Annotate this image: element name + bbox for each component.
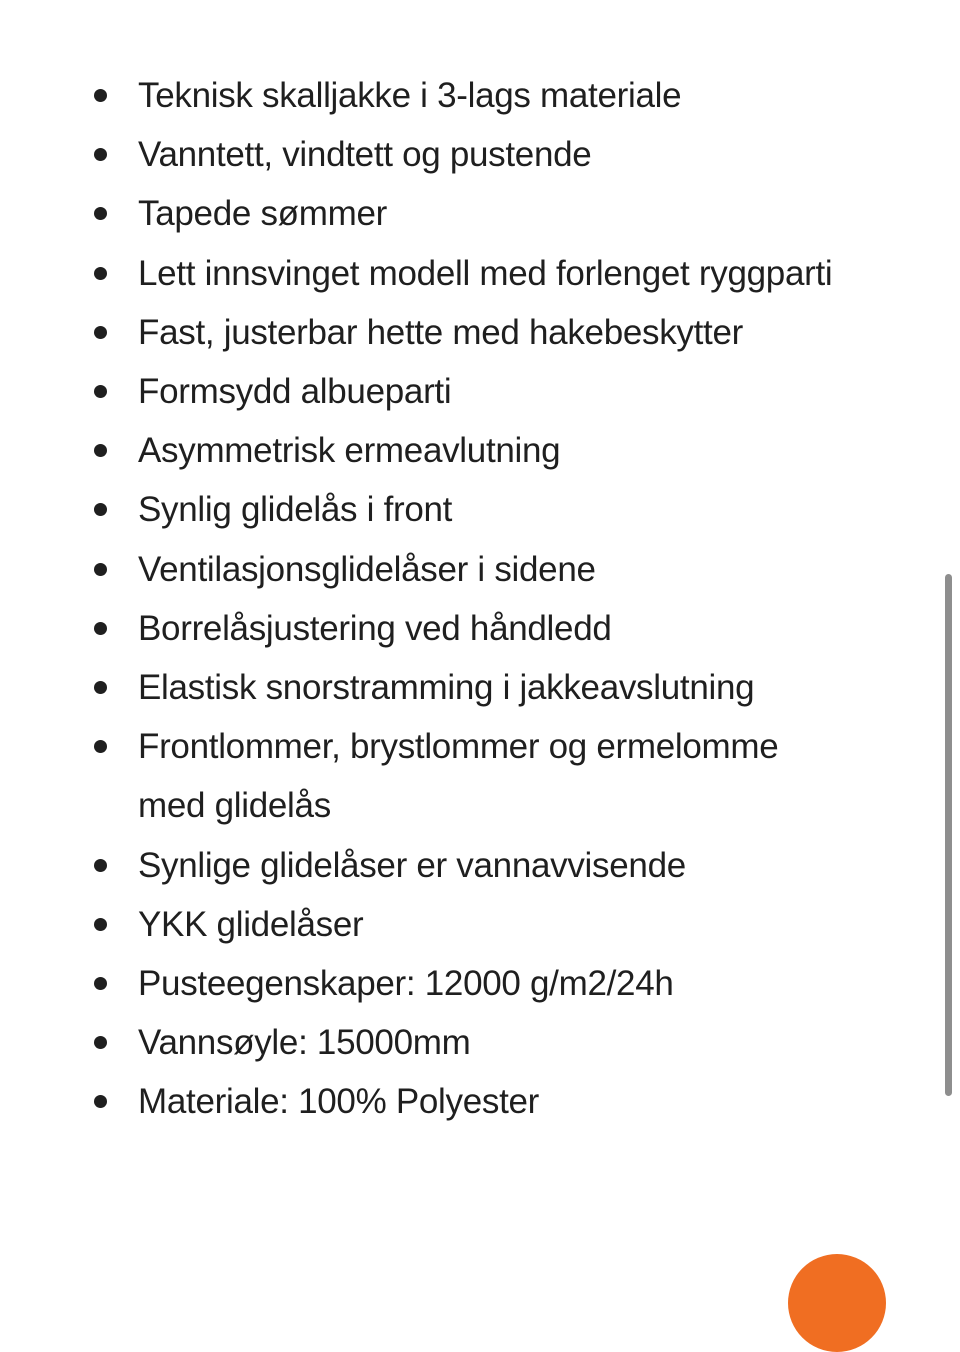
feature-text: Teknisk skalljakke i 3-lags materiale: [138, 76, 682, 115]
bullet-icon: [94, 563, 107, 576]
bullet-icon: [94, 503, 107, 516]
bullet-icon: [94, 977, 107, 990]
feature-text: Borrelåsjustering ved håndledd: [138, 608, 612, 648]
bullet-icon: [94, 1095, 107, 1108]
scrollbar-thumb[interactable]: [945, 574, 952, 1096]
bullet-icon: [94, 918, 107, 931]
feature-text: Ventilasjonsglidelåser i sidene: [138, 549, 596, 589]
feature-item: [0, 125, 880, 184]
feature-item: [0, 895, 880, 954]
feature-text: Lett innsvinget modell med forlenget ryggparti: [138, 253, 833, 293]
feature-item: [0, 362, 880, 421]
feature-text: Materiale: 100% Polyester: [138, 1082, 540, 1122]
floating-action-button[interactable]: [788, 1254, 886, 1352]
bullet-icon: [94, 1036, 107, 1049]
bullet-icon: [94, 207, 107, 220]
feature-item: [0, 717, 880, 835]
feature-item: [0, 66, 880, 125]
feature-item: [0, 184, 880, 243]
product-feature-list: [0, 66, 880, 1132]
bullet-icon: [94, 859, 107, 872]
feature-text: Elastisk snorstramming i jakkeavslutning: [138, 668, 755, 708]
bullet-icon: [94, 444, 107, 457]
feature-item: [0, 480, 880, 539]
bullet-icon: [94, 267, 107, 280]
feature-text: Asymmetrisk ermeavlutning: [138, 431, 561, 471]
feature-text: Vannsøyle: 15000mm: [138, 1023, 471, 1063]
feature-text: Synlig glidelås i front: [138, 490, 453, 530]
bullet-icon: [94, 89, 107, 102]
feature-text: YKK glidelåser: [138, 904, 364, 944]
feature-item: [0, 421, 880, 480]
bullet-icon: [94, 385, 107, 398]
feature-item: [0, 836, 880, 895]
feature-text: Tapede sømmer: [138, 194, 387, 234]
feature-item: [0, 1013, 880, 1072]
bullet-icon: [94, 740, 107, 753]
bullet-icon: [94, 681, 107, 694]
feature-text: Fast, justerbar hette med hakebeskytter: [138, 312, 743, 352]
feature-item: [0, 658, 880, 717]
feature-item: [0, 1072, 880, 1131]
bullet-icon: [94, 148, 107, 161]
feature-item: [0, 599, 880, 658]
feature-item: [0, 244, 880, 303]
bullet-icon: [94, 622, 107, 635]
feature-item: [0, 540, 880, 599]
feature-text: Formsydd albueparti: [138, 372, 452, 412]
feature-text: Frontlommer, brystlommer og ermelomme med glidelås: [138, 727, 779, 826]
bullet-icon: [94, 326, 107, 339]
feature-text: Vanntett, vindtett og pustende: [138, 135, 592, 175]
feature-text: Pusteegenskaper: 12000 g/m2/24h: [138, 964, 674, 1004]
feature-text: Synlige glidelåser er vannavvisende: [138, 845, 686, 885]
feature-item: [0, 954, 880, 1013]
feature-item: [0, 303, 880, 362]
